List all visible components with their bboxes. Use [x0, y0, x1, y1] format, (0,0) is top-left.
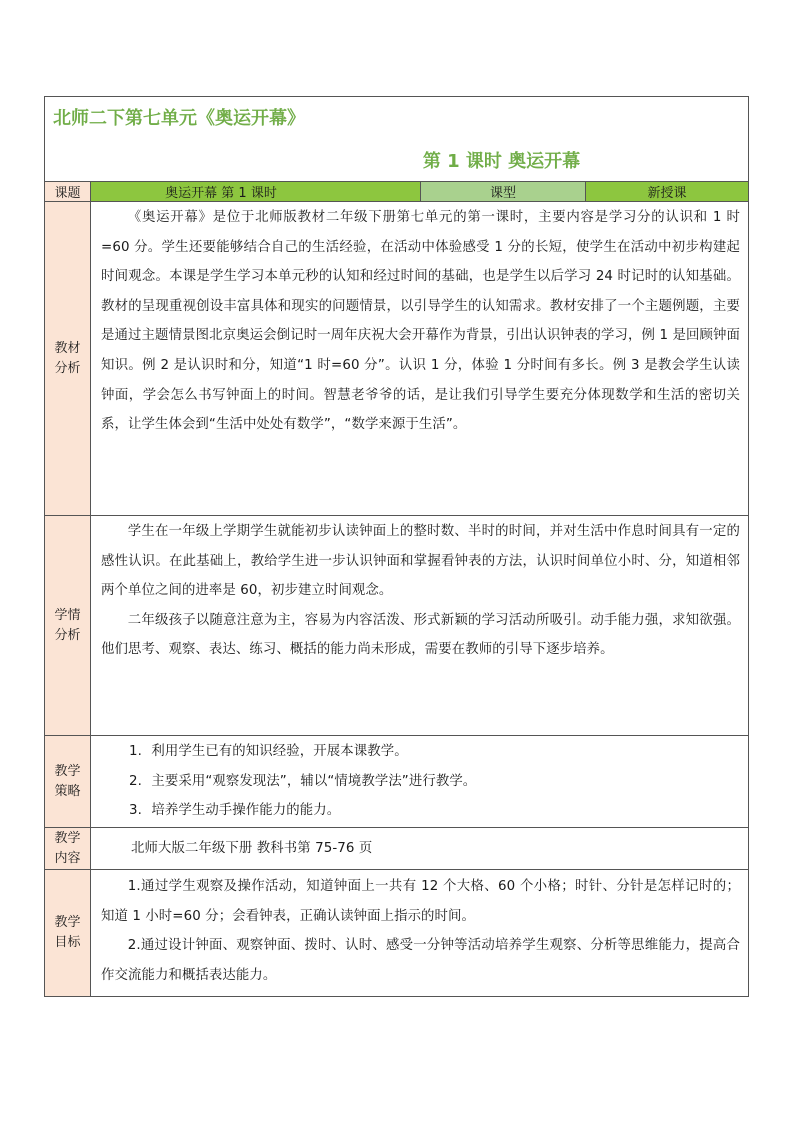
teaching-content-content: [91, 829, 748, 869]
type-value: 新授课: [647, 185, 687, 201]
teaching-strategy-label: 教学策略: [45, 736, 90, 827]
strategy-item-1: 1. 利用学生已有的知识经验，开展本课教学。: [129, 744, 408, 759]
teaching-goals-content: [91, 872, 748, 996]
textbook-analysis-content: [91, 203, 748, 515]
row-divider: [45, 735, 748, 736]
lesson-value: 奥运开幕 第 1 课时: [165, 185, 277, 201]
row-divider: [45, 515, 748, 516]
textbook-analysis-paragraph: 《奥运开幕》是位于北师版教材二年级下册第七单元的第一课时，主要内容是学习分的认识和 1 时=60 分。学生还要能够结合自己的生活经验，在活动中体验感受 1 分的长短，使学生在活动中初步构建起时间观念。本课是学生学习本单元秒的认知和经过时间的基础，也是学生以后学习 24 时记时的认知基础。教材的呈现重视创设丰富具体和现实的问题情景，以引导学生的认知需求。教材安排了一个主题例题，主要是通过主题情景图北京奥运会倒记时一周年庆祝大会开幕作为背景，引出认识钟表的学习，例 1 是回顾钟面知识。例 2 是认识时和分，知道“1 时=60 分”。认识 1 分，体验 1 分时间有多长。例 3 是教会学生认读钟面，学会怎么书写钟面上的时间。智慧老爷爷的话，是让我们引导学生要充分体现数学和生活的密切关系，让学生体会到“生活中处处有数学”，“数学来源于生活”。: [101, 210, 740, 433]
row-divider: [45, 201, 748, 202]
document-title: 北师二下第七单元《奥运开幕》: [53, 108, 305, 129]
row-divider: [45, 827, 748, 828]
column-divider: [90, 181, 91, 996]
student-analysis-paragraph-2: 二年级孩子以随意注意为主，容易为内容活泼、形式新颖的学习活动所吸引。动手能力强，求知欲强。他们思考、观察、表达、练习、概括的能力尚未形成，需要在教师的引导下逐步培养。: [101, 612, 740, 658]
row-divider: [45, 869, 748, 870]
student-analysis-content: [91, 517, 748, 735]
strategy-item-2: 2. 主要采用“观察发现法”，辅以“情境教学法”进行教学。: [129, 773, 477, 789]
teaching-goal-2: 2.通过设计钟面、观察钟面、拨时、认时、感受一分钟等活动培养学生观察、分析等思维能力，提高合作交流能力和概括表达能力。: [101, 938, 740, 983]
lesson-label: 课题: [54, 185, 81, 201]
teaching-strategy-content: [91, 737, 748, 827]
student-analysis-paragraph-1: 学生在一年级上学期学生就能初步认读钟面上的整时数、半时的时间，并对生活中作息时间具有一定的感性认识。在此基础上，教给学生进一步认识钟面和掌握看钟表的方法，认识时间单位小时、分，知道相邻两个单位之间的进率是 60，初步建立时间观念。: [101, 524, 740, 599]
lesson-subtitle: 第 1 课时 奥运开幕: [422, 151, 581, 172]
strategy-item-3: 3. 培养学生动手操作能力的能力。: [129, 803, 341, 819]
teaching-content-text: 北师大版二年级下册 教科书第 75-76 页: [131, 841, 373, 857]
type-label: 课型: [489, 185, 516, 201]
lesson-plan-table: [44, 96, 749, 997]
teaching-content-label: 教学内容: [45, 828, 90, 869]
teaching-goal-1: 1.通过学生观察及操作活动，知道钟面上一共有 12 个大格、60 个小格；时针、分针是怎样记时的；知道 1 小时=60 分；会看钟表，正确认读钟面上指示的时间。: [101, 879, 740, 924]
column-divider: [585, 181, 586, 201]
student-analysis-label: 学情分析: [45, 516, 90, 735]
teaching-goals-label: 教学目标: [45, 870, 90, 996]
row-divider: [45, 181, 748, 182]
textbook-analysis-label: 教材分析: [45, 202, 90, 515]
column-divider: [420, 181, 421, 201]
